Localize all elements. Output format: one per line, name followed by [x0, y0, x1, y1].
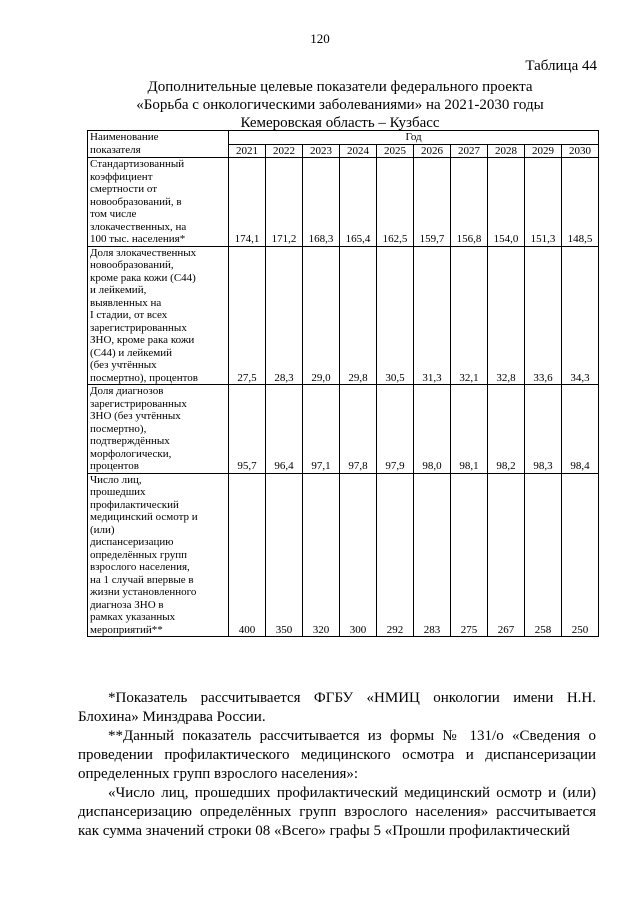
indicator-name-line: процентов: [90, 460, 139, 472]
value-cell: 98,3: [525, 385, 562, 474]
indicator-name-line: смертности от: [90, 183, 158, 195]
value-cell: 97,1: [303, 385, 340, 474]
value-cell: 97,8: [340, 385, 377, 474]
year-header: 2027: [451, 144, 488, 158]
indicator-name-line: взрослого населения,: [90, 561, 190, 573]
indicator-name-line: прошедших: [90, 486, 146, 498]
title-line: Дополнительные целевые показатели федерального проекта: [147, 79, 533, 95]
value-cell: 29,0: [303, 246, 340, 385]
table-row: [88, 473, 599, 637]
year-header: 2025: [377, 144, 414, 158]
value-cell: 29,8: [340, 246, 377, 385]
indicator-name-line: ЗНО (без учтённых: [90, 410, 181, 422]
value-cell: 30,5: [377, 246, 414, 385]
value-cell: 32,1: [451, 246, 488, 385]
value-cell: 32,8: [488, 246, 525, 385]
value-cell: 98,2: [488, 385, 525, 474]
indicator-name-line: новообразований, в: [90, 195, 182, 208]
value-cell: 148,5: [562, 158, 599, 247]
value-cell: 165,4: [340, 158, 377, 247]
value-cell: 95,7: [229, 385, 266, 474]
page-number: 120: [310, 31, 330, 46]
value-cell: 98,0: [414, 385, 451, 474]
year-header: 2030: [562, 144, 599, 158]
indicator-name-line: 100 тыс. населения*: [90, 233, 186, 245]
indicator-name-line: и лейкемий,: [90, 284, 147, 296]
indicator-name-line: (С44) и лейкемий: [90, 346, 172, 359]
indicator-name-line: на 1 случай впервые в: [90, 573, 194, 586]
table-row: [88, 158, 599, 247]
value-cell: 292: [377, 473, 414, 637]
value-cell: 275: [451, 473, 488, 637]
value-cell: 283: [414, 473, 451, 637]
indicator-name-line: морфологически,: [90, 447, 172, 460]
value-cell: 159,7: [414, 158, 451, 247]
year-header: 2029: [525, 144, 562, 158]
value-cell: 400: [229, 473, 266, 637]
year-header: 2026: [414, 144, 451, 158]
indicator-name: [88, 158, 229, 247]
indicator-name-line: профилактический: [90, 498, 179, 511]
year-header: 2028: [488, 144, 525, 158]
value-cell: 171,2: [266, 158, 303, 247]
value-cell: 33,6: [525, 246, 562, 385]
header-name-line: Наименование: [90, 131, 159, 143]
indicator-name-line: коэффициент: [90, 170, 153, 183]
value-cell: 300: [340, 473, 377, 637]
footnote: *Показатель рассчитывается ФГБУ «НМИЦ онкологии имени Н.Н. Блохина» Минздрава России.: [78, 690, 596, 725]
footnote: **Данный показатель рассчитывается из формы № 131/о «Сведения о проведении профилактического медицинского осмотра и диспансеризации определенных групп взрослого населения»:: [78, 728, 596, 782]
table-body: [88, 158, 599, 637]
indicator-name-line: посмертно),: [90, 422, 147, 435]
value-cell: 98,4: [562, 385, 599, 474]
indicator-name-line: выявленных на: [90, 296, 162, 309]
indicator-name: [88, 246, 229, 385]
year-header: 2023: [303, 144, 340, 158]
year-header: 2021: [229, 144, 266, 158]
indicator-name-line: Число лиц,: [90, 473, 142, 486]
indicator-name-line: жизни установленного: [90, 586, 197, 598]
value-cell: 350: [266, 473, 303, 637]
indicator-name-line: зарегистрированных: [90, 321, 187, 334]
value-cell: 151,3: [525, 158, 562, 247]
table-row: [88, 246, 599, 385]
year-header: 2022: [266, 144, 303, 158]
indicator-name: [88, 473, 229, 637]
table-title: [80, 78, 600, 132]
value-cell: 267: [488, 473, 525, 637]
header-indicator-name: [88, 131, 229, 158]
indicator-name-line: I стадии, от всех: [90, 309, 168, 321]
value-cell: 27,5: [229, 246, 266, 385]
title-line: «Борьба с онкологическими заболеваниями» на 2021-2030 годы: [136, 97, 544, 113]
footnotes: [78, 689, 596, 841]
value-cell: 34,3: [562, 246, 599, 385]
indicator-name-line: подтверждённых: [90, 435, 170, 447]
footnote: «Число лиц, прошедших профилактический медицинский осмотр и (или) диспансеризацию определённых групп взрослого населения» рассчитывается как сумма значений строки 08 «Всего» графы 5 «Прошли профилактический: [78, 785, 596, 839]
value-cell: 97,9: [377, 385, 414, 474]
header-year-group: Год: [229, 131, 599, 145]
indicator-name-line: Доля злокачественных: [90, 246, 197, 259]
table-row: [88, 385, 599, 474]
indicator-name-line: рамках указанных: [90, 611, 176, 623]
indicator-name-line: новообразований,: [90, 259, 174, 271]
indicator-name-line: посмертно), процентов: [90, 371, 198, 384]
indicator-name-line: кроме рака кожи (С44): [90, 271, 196, 284]
indicator-name-line: Стандартизованный: [90, 158, 185, 170]
indicator-name-line: (или): [90, 523, 115, 536]
value-cell: 154,0: [488, 158, 525, 247]
value-cell: 168,3: [303, 158, 340, 247]
value-cell: 96,4: [266, 385, 303, 474]
table-label: Таблица 44: [525, 58, 597, 74]
value-cell: 98,1: [451, 385, 488, 474]
year-header: 2024: [340, 144, 377, 158]
value-cell: 320: [303, 473, 340, 637]
value-cell: 31,3: [414, 246, 451, 385]
value-cell: 250: [562, 473, 599, 637]
indicator-name-line: определённых групп: [90, 548, 188, 561]
indicator-name-line: медицинский осмотр и: [90, 511, 198, 523]
indicator-name-line: том числе: [90, 208, 137, 220]
indicators-table: [87, 130, 599, 637]
header-name-line: показателя: [90, 143, 141, 156]
value-cell: 258: [525, 473, 562, 637]
indicator-name-line: мероприятий**: [90, 623, 163, 636]
value-cell: 28,3: [266, 246, 303, 385]
value-cell: 162,5: [377, 158, 414, 247]
header-row-top: [88, 131, 599, 145]
indicator-name-line: Доля диагнозов: [90, 385, 164, 397]
indicator-name-line: зарегистрированных: [90, 397, 187, 410]
value-cell: 156,8: [451, 158, 488, 247]
title-line: Кемеровская область – Кузбасс: [240, 115, 440, 131]
indicator-name-line: злокачественных, на: [90, 220, 187, 233]
value-cell: 174,1: [229, 158, 266, 247]
indicator-name-line: диспансеризацию: [90, 536, 174, 548]
indicator-name-line: ЗНО, кроме рака кожи: [90, 334, 195, 346]
indicator-name: [88, 385, 229, 474]
indicator-name-line: (без учтённых: [90, 359, 157, 371]
indicator-name-line: диагноза ЗНО в: [90, 598, 164, 611]
